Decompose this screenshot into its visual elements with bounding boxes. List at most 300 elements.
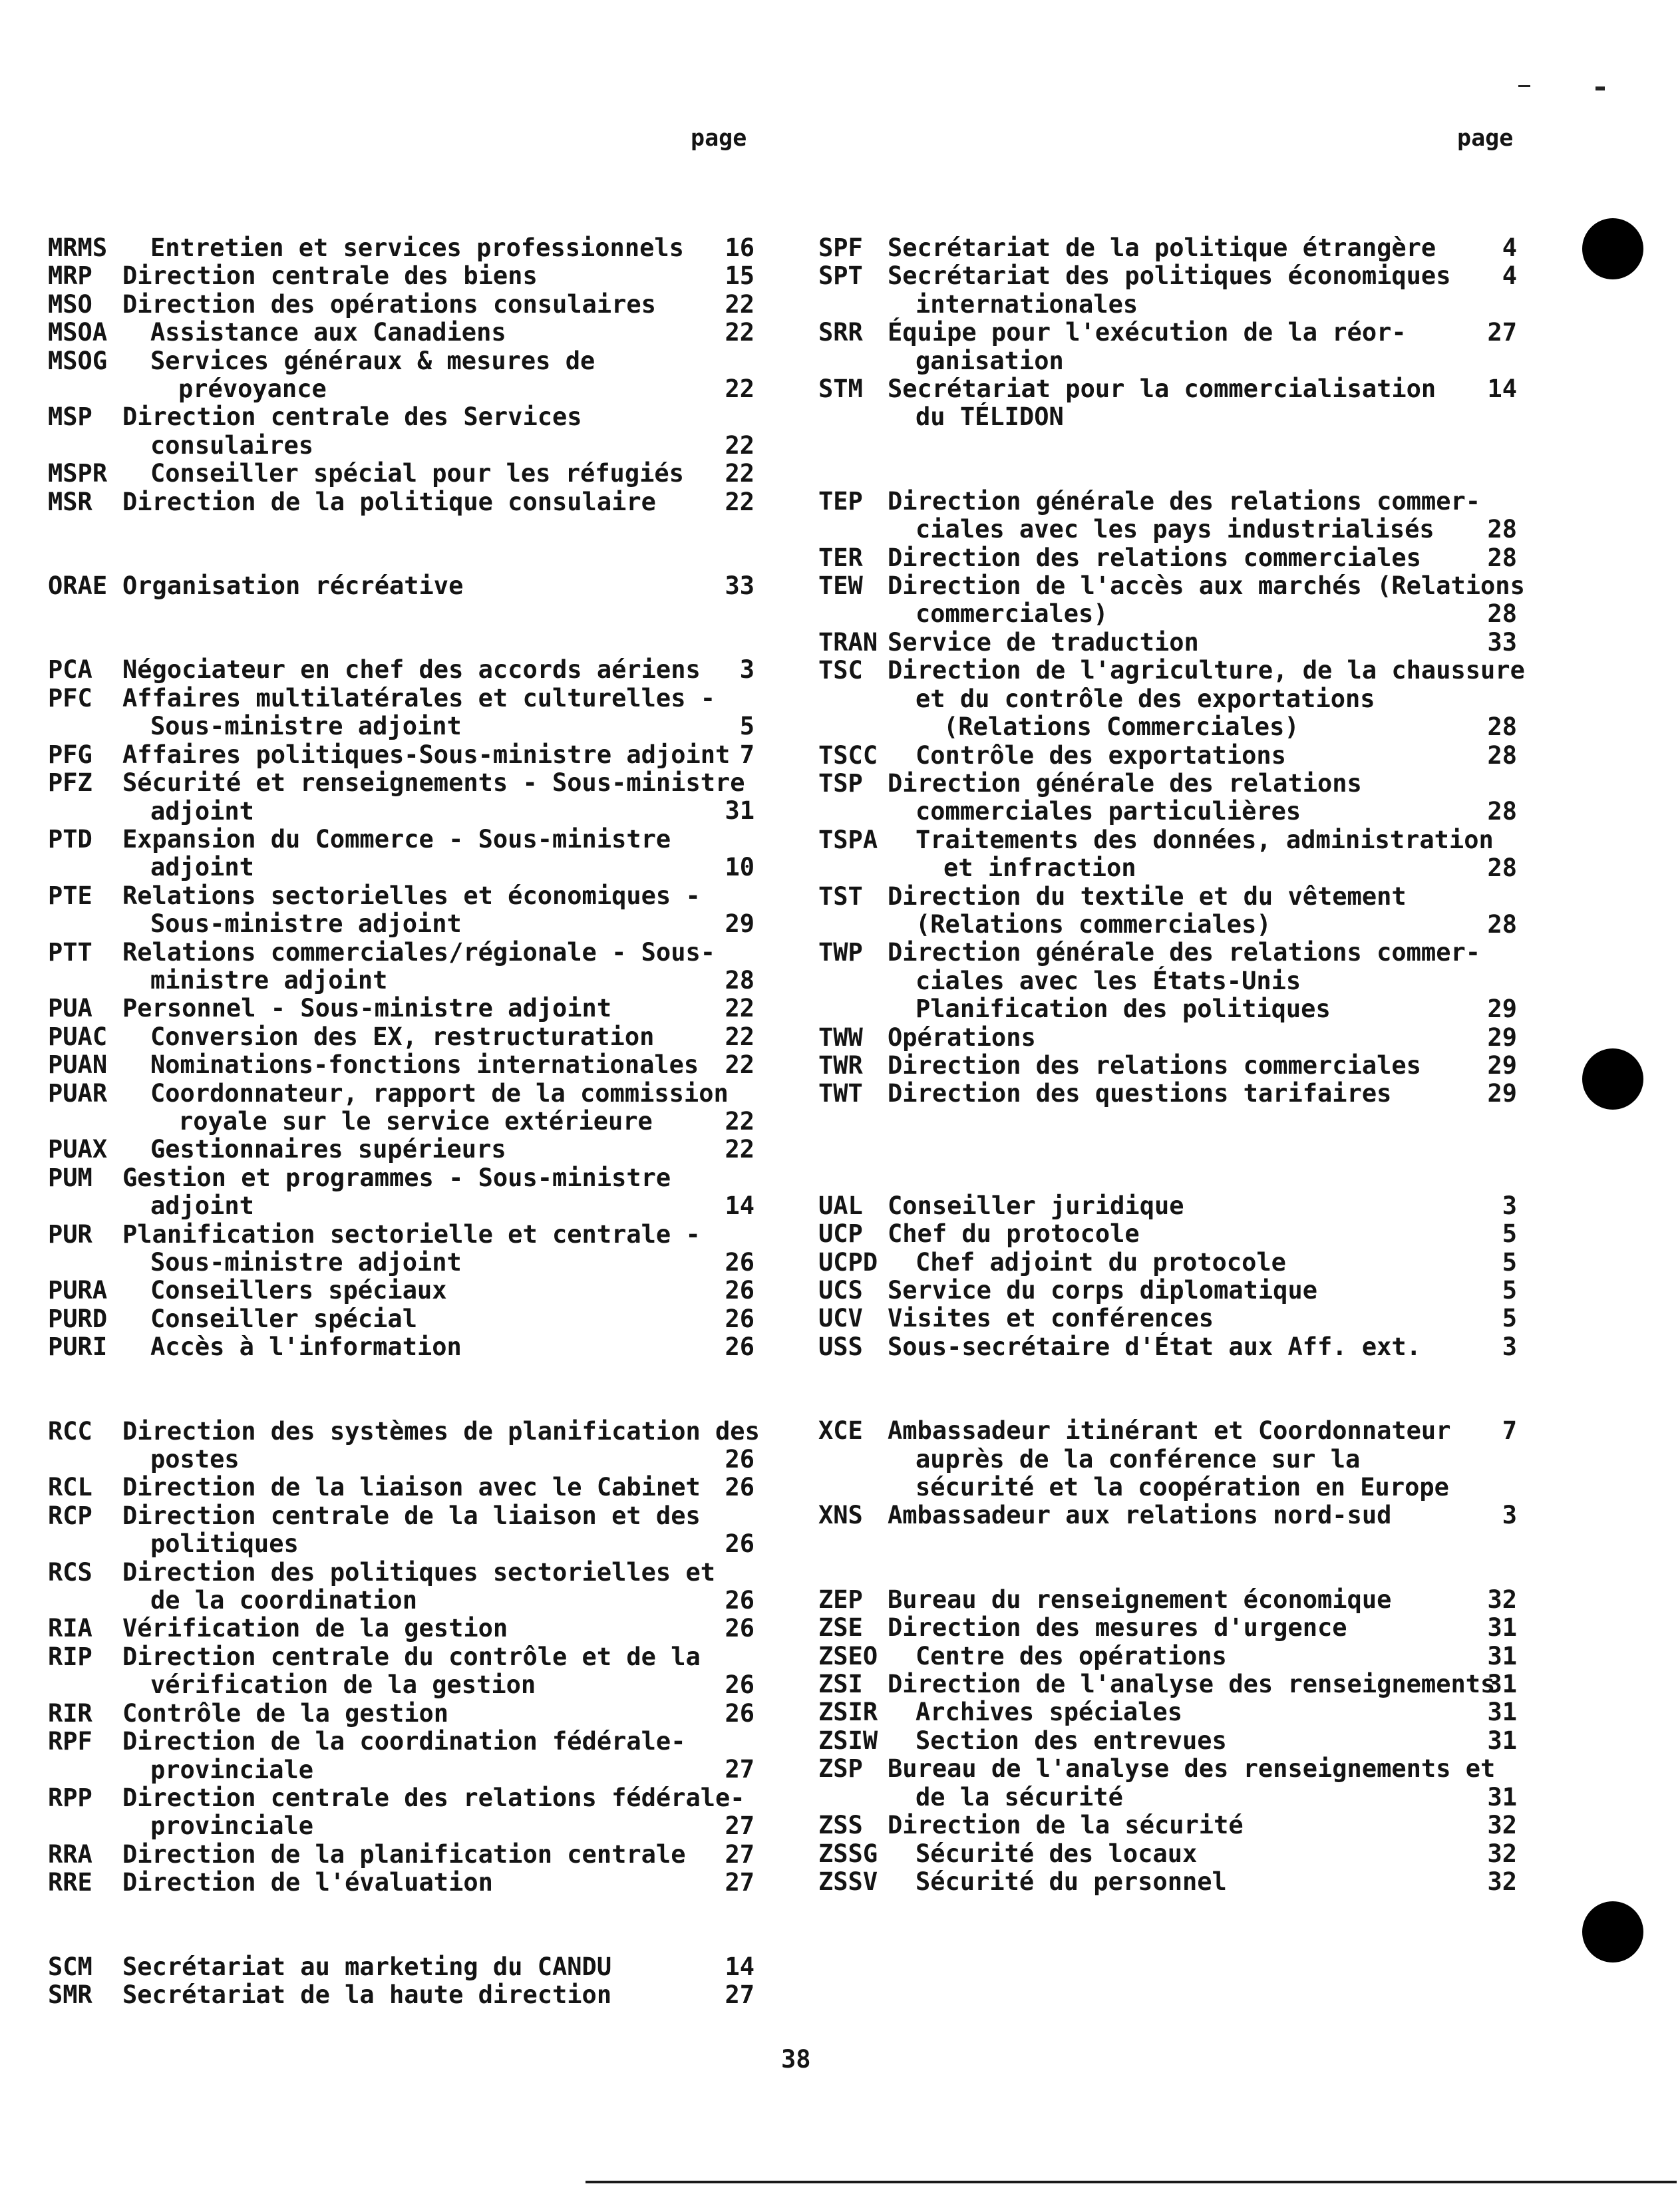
entry-page-number: 22	[725, 1050, 755, 1080]
entry-page-number: 26	[725, 1247, 755, 1277]
entry-code: MSOA	[48, 318, 108, 347]
entry-page-number: 28	[725, 965, 755, 995]
entry-page-number: 28	[1487, 712, 1517, 742]
entry-page-number: 29	[725, 909, 755, 939]
index-entry	[818, 234, 1517, 262]
index-entry	[818, 1080, 1517, 1108]
entry-code: MSPR	[48, 459, 108, 488]
entry-description: Planification sectorielle et centrale -	[122, 1219, 701, 1249]
entry-description: commerciales)	[916, 599, 1108, 629]
entry-description: Direction de l'analyse des renseignements	[888, 1670, 1496, 1699]
entry-page-number: 31	[1487, 1670, 1517, 1699]
entry-page-number: 15	[725, 261, 755, 291]
entry-description: Ambassadeur itinérant et Coordonnateur	[888, 1416, 1451, 1446]
entry-page-number: 22	[725, 318, 755, 347]
index-entry	[818, 1868, 1517, 1896]
entry-description: Direction des politiques sectorielles et	[122, 1557, 716, 1587]
entry-description: de la sécurité	[916, 1782, 1123, 1811]
entry-page-number: 26	[725, 1276, 755, 1305]
entry-page-number: 14	[725, 1952, 755, 1981]
index-entry	[818, 1755, 1517, 1811]
index-entry	[818, 262, 1517, 319]
entry-code: STM	[818, 375, 863, 404]
entry-description: Sécurité et renseignements - Sous-ministre	[122, 768, 745, 798]
entry-description: Gestionnaires supérieurs	[150, 1135, 506, 1164]
entry-description: Direction générale des relations commer-	[888, 938, 1481, 967]
entry-description: Direction des relations commerciales	[888, 1050, 1421, 1080]
entry-description: Relations commerciales/régionale - Sous-	[122, 937, 716, 967]
entry-page-number: 16	[725, 234, 755, 262]
index-entry	[48, 1474, 755, 1501]
entry-code: PUR	[48, 1219, 92, 1249]
index-entry	[818, 1417, 1517, 1501]
index-entry	[818, 1192, 1517, 1220]
entry-description: Sous-secrétaire d'État aux Aff. ext.	[888, 1332, 1421, 1361]
entry-page-number: 27	[725, 1868, 755, 1897]
entry-description: Conversion des EX, restructuration	[150, 1022, 655, 1051]
index-column-left	[48, 234, 760, 2009]
index-entry	[48, 769, 755, 826]
entry-page-number: 7	[739, 740, 755, 769]
entry-code: SRR	[818, 318, 863, 347]
entry-page-number: 29	[1487, 1079, 1517, 1108]
entry-page-number: 31	[1487, 1613, 1517, 1643]
entry-description: Sécurité des locaux	[916, 1839, 1198, 1868]
entry-description: du TÉLIDON	[916, 402, 1064, 432]
index-entry	[818, 1333, 1517, 1361]
index-entry	[48, 1136, 755, 1164]
entry-description: Accès à l'information	[150, 1332, 462, 1362]
entry-description: ciales avec les États-Unis	[916, 966, 1301, 995]
entry-page-number: 29	[1487, 1022, 1517, 1052]
entry-code: UCPD	[818, 1247, 878, 1277]
entry-description: Direction des opérations consulaires	[122, 289, 656, 319]
entry-code: TWP	[818, 938, 863, 967]
scan-speck	[1518, 85, 1530, 87]
entry-code: ZSSG	[818, 1839, 878, 1868]
index-entry	[48, 1643, 755, 1700]
entry-page-number: 28	[1487, 543, 1517, 572]
index-entry	[818, 1024, 1517, 1052]
entry-page-number: 5	[1502, 1276, 1517, 1305]
entry-page-number: 26	[725, 1332, 755, 1362]
entry-description: Direction générale des relations commer-	[888, 486, 1481, 516]
entry-description: Secrétariat au marketing du CANDU	[122, 1952, 612, 1981]
index-entry	[818, 319, 1517, 375]
entry-description: adjoint	[150, 1191, 254, 1221]
index-entry	[818, 1277, 1517, 1305]
index-entry	[48, 882, 755, 939]
entry-description: Secrétariat pour la commercialisation	[888, 375, 1436, 404]
index-entry	[818, 1840, 1517, 1868]
entry-page-number: 28	[1487, 909, 1517, 939]
entry-page-number: 22	[725, 487, 755, 516]
entry-description: Ambassadeur aux relations nord-sud	[888, 1501, 1392, 1530]
entry-description: ministre adjoint	[150, 965, 388, 995]
entry-code: ZSE	[818, 1613, 863, 1643]
entry-description: commerciales particulières	[916, 797, 1301, 826]
entry-code: PFG	[48, 740, 92, 769]
index-entry	[48, 1502, 755, 1559]
entry-code: PTT	[48, 937, 92, 967]
entry-code: PUA	[48, 994, 92, 1023]
index-entry	[48, 234, 755, 262]
entry-code: ZEP	[818, 1585, 863, 1614]
entry-description: Direction centrale des biens	[122, 261, 538, 291]
entry-description: Gestion et programmes - Sous-ministre	[122, 1163, 671, 1192]
entry-description: Direction du textile et du vêtement	[888, 881, 1407, 911]
entry-code: PURD	[48, 1304, 108, 1333]
entry-code: RCL	[48, 1473, 92, 1502]
entry-code: PTD	[48, 824, 92, 854]
entry-description: Direction de l'évaluation	[122, 1868, 493, 1897]
entry-page-number: 5	[739, 712, 755, 741]
entry-description: Assistance aux Canadiens	[150, 318, 506, 347]
entry-description: Direction de la liaison avec le Cabinet	[122, 1473, 701, 1502]
entry-description: Direction centrale de la liaison et des	[122, 1501, 701, 1530]
entry-description: Affaires politiques-Sous-ministre adjoint	[122, 740, 731, 769]
entry-description: Traitements des données, administration	[916, 825, 1494, 854]
binder-hole-top	[1582, 218, 1643, 279]
index-entry	[818, 656, 1525, 742]
entry-code: PFZ	[48, 768, 92, 798]
entry-page-number: 22	[725, 289, 755, 319]
entry-description: Secrétariat de la politique étrangère	[888, 234, 1436, 262]
entry-page-number: 22	[725, 459, 755, 488]
entry-page-number: 22	[725, 1022, 755, 1051]
entry-page-number: 29	[1487, 995, 1517, 1024]
index-entry	[818, 1220, 1517, 1248]
entry-code: MSOG	[48, 346, 108, 375]
entry-description: Sous-ministre adjoint	[150, 712, 462, 741]
entry-page-number: 31	[1487, 1726, 1517, 1755]
entry-description: Conseillers spéciaux	[150, 1276, 447, 1305]
index-entry	[48, 939, 755, 995]
entry-code: TSC	[818, 656, 863, 685]
index-entry	[818, 488, 1517, 544]
entry-description: consulaires	[150, 430, 314, 460]
page-column-header-right: page	[1457, 125, 1514, 152]
entry-code: TEP	[818, 486, 863, 516]
entry-page-number: 26	[725, 1586, 755, 1615]
index-entry	[48, 291, 755, 319]
entry-code: RPF	[48, 1727, 92, 1756]
entry-code: SMR	[48, 1980, 92, 2009]
entry-code: PCA	[48, 655, 92, 685]
entry-page-number: 3	[1502, 1501, 1517, 1530]
index-entry	[818, 770, 1517, 826]
entry-description: et du contrôle des exportations	[916, 684, 1375, 713]
entry-code: TER	[818, 543, 863, 572]
entry-description: Affaires multilatérales et culturelles -	[122, 683, 716, 712]
entry-page-number: 22	[725, 1135, 755, 1164]
entry-code: TWR	[818, 1050, 863, 1080]
entry-code: MSO	[48, 289, 92, 319]
entry-code: PUAN	[48, 1050, 108, 1080]
index-entry	[48, 1221, 755, 1277]
index-entry	[48, 319, 755, 347]
entry-description: ganisation	[916, 346, 1064, 375]
entry-description: Planification des politiques	[916, 995, 1331, 1024]
index-entry	[48, 1277, 755, 1305]
entry-description: Négociateur en chef des accords aériens	[122, 655, 701, 685]
entry-page-number: 22	[725, 430, 755, 460]
entry-description: Sous-ministre adjoint	[150, 909, 462, 939]
entry-description: Personnel - Sous-ministre adjoint	[122, 994, 612, 1023]
entry-page-number: 32	[1487, 1867, 1517, 1896]
index-entry	[48, 1164, 755, 1221]
entry-description: Direction centrale du contrôle et de la	[122, 1642, 701, 1671]
index-entry	[48, 1615, 755, 1643]
entry-page-number: 3	[739, 655, 755, 685]
entry-page-number: 28	[1487, 797, 1517, 826]
entry-code: UAL	[818, 1191, 863, 1220]
entry-description: provinciale	[150, 1755, 314, 1784]
entry-code: RIP	[48, 1642, 92, 1671]
entry-page-number: 27	[725, 1755, 755, 1784]
entry-description: Contrôle des exportations	[916, 740, 1286, 770]
index-entry	[48, 1416, 760, 1474]
entry-description: provinciale	[150, 1811, 314, 1841]
entry-code: SPT	[818, 261, 863, 291]
entry-description: Direction de la politique consulaire	[122, 487, 656, 516]
entry-page-number: 31	[1487, 1641, 1517, 1670]
entry-page-number: 26	[725, 1698, 755, 1728]
entry-code: TWW	[818, 1022, 863, 1052]
entry-description: Direction des mesures d'urgence	[888, 1613, 1347, 1643]
entry-description: Conseiller spécial	[150, 1304, 417, 1333]
entry-description: Conseiller spécial pour les réfugiés	[150, 459, 684, 488]
entry-description: Bureau de l'analyse des renseignements et	[888, 1754, 1496, 1784]
index-entry	[48, 1981, 755, 2009]
entry-description: Coordonnateur, rapport de la commission	[150, 1078, 729, 1108]
index-entry	[48, 488, 755, 516]
index-entry	[818, 1727, 1517, 1755]
entry-code: RIA	[48, 1614, 92, 1643]
entry-description: Section des entrevues	[916, 1726, 1227, 1755]
entry-description: Direction de l'accès aux marchés (Relations	[888, 571, 1525, 601]
entry-page-number: 28	[1487, 854, 1517, 883]
entry-page-number: 4	[1502, 234, 1517, 262]
entry-description: adjoint	[150, 796, 254, 826]
entry-code: UCV	[818, 1304, 863, 1333]
entry-page-number: 31	[1487, 1782, 1517, 1811]
entry-description: Entretien et services professionnels	[150, 234, 684, 262]
entry-code: RRE	[48, 1868, 92, 1897]
entry-page-number: 27	[725, 1811, 755, 1841]
entry-page-number: 5	[1502, 1247, 1517, 1277]
entry-description: Service du corps diplomatique	[888, 1276, 1318, 1305]
entry-code: MSR	[48, 487, 92, 516]
index-entry	[818, 939, 1517, 1023]
entry-page-number: 14	[725, 1191, 755, 1221]
index-entry	[48, 572, 755, 600]
entry-page-number: 22	[725, 1106, 755, 1136]
entry-description: politiques	[150, 1529, 299, 1559]
index-entry	[48, 1784, 755, 1841]
entry-page-number: 33	[1487, 627, 1517, 657]
entry-code: XNS	[818, 1501, 863, 1530]
entry-description: Nominations-fonctions internationales	[150, 1050, 699, 1080]
index-entry	[818, 1811, 1517, 1839]
index-entry	[818, 1670, 1517, 1698]
entry-description: Opérations	[888, 1022, 1036, 1052]
entry-page-number: 27	[725, 1839, 755, 1869]
entry-code: RIR	[48, 1698, 92, 1728]
index-entry	[818, 883, 1517, 939]
index-entry	[818, 375, 1517, 432]
entry-page-number: 27	[725, 1980, 755, 2009]
entry-page-number: 7	[1502, 1416, 1517, 1446]
index-entry	[48, 826, 755, 882]
entry-code: TRAN	[818, 627, 878, 657]
index-entry	[48, 347, 755, 404]
entry-code: SPF	[818, 234, 863, 262]
entry-page-number: 5	[1502, 1219, 1517, 1249]
entry-page-number: 26	[725, 1614, 755, 1643]
entry-description: Direction des systèmes de planification des	[122, 1416, 760, 1446]
page-column-header-left: page	[691, 125, 747, 152]
page-number: 38	[781, 2045, 811, 2074]
index-entry	[818, 1643, 1517, 1670]
entry-page-number: 26	[725, 1304, 755, 1333]
entry-description: vérification de la gestion	[150, 1670, 536, 1700]
index-entry	[818, 1586, 1517, 1614]
bottom-edge-line	[586, 2181, 1677, 2183]
entry-description: Équipe pour l'exécution de la réor-	[888, 318, 1407, 347]
entry-description: Direction de la sécurité	[888, 1811, 1244, 1840]
entry-code: RCC	[48, 1416, 92, 1446]
entry-description: Conseiller juridique	[888, 1191, 1184, 1220]
entry-description: Visites et conférences	[888, 1304, 1214, 1333]
index-entry	[818, 1305, 1517, 1332]
entry-code: ZSSV	[818, 1867, 878, 1896]
entry-description: Archives spéciales	[916, 1698, 1182, 1727]
entry-code: PURA	[48, 1276, 108, 1305]
entry-description: Direction centrale des relations fédérale-	[122, 1783, 745, 1812]
binder-hole-middle	[1582, 1048, 1643, 1110]
index-entry	[818, 1052, 1517, 1080]
entry-description: royale sur le service extérieure	[178, 1106, 653, 1136]
entry-description: adjoint	[150, 853, 254, 882]
entry-page-number: 33	[725, 571, 755, 601]
entry-code: PTE	[48, 881, 92, 910]
entry-code: USS	[818, 1332, 863, 1361]
entry-description: Chef du protocole	[888, 1219, 1140, 1249]
entry-description: Relations sectorielles et économiques -	[122, 881, 701, 910]
index-entry	[48, 1051, 755, 1079]
entry-description: Direction de la planification centrale	[122, 1839, 686, 1869]
index-entry	[48, 1023, 755, 1051]
entry-page-number: 26	[725, 1529, 755, 1559]
index-entry	[48, 1869, 755, 1897]
entry-code: ZSIW	[818, 1726, 878, 1755]
entry-description: Service de traduction	[888, 627, 1199, 657]
entry-code: ZSS	[818, 1811, 863, 1840]
entry-page-number: 28	[1487, 740, 1517, 770]
entry-description: Sécurité du personnel	[916, 1867, 1227, 1896]
entry-description: prévoyance	[178, 375, 327, 404]
entry-description: Direction de la coordination fédérale-	[122, 1727, 686, 1756]
entry-page-number: 14	[1487, 375, 1517, 404]
index-entry	[48, 685, 755, 741]
entry-description: auprès de la conférence sur la	[916, 1444, 1361, 1474]
index-entry	[818, 544, 1517, 572]
entry-page-number: 32	[1487, 1839, 1517, 1868]
entry-description: internationales	[916, 289, 1138, 319]
index-entry	[48, 1728, 755, 1784]
entry-code: ZSEO	[818, 1641, 878, 1670]
entry-code: MRMS	[48, 234, 108, 262]
entry-code: PUAR	[48, 1078, 108, 1108]
entry-code: TSPA	[818, 825, 878, 854]
entry-description: Secrétariat de la haute direction	[122, 1980, 612, 2009]
binder-hole-bottom	[1582, 1901, 1643, 1962]
entry-description: ciales avec les pays industrialisés	[916, 515, 1434, 544]
entry-code: UCP	[818, 1219, 863, 1249]
entry-code: ZSIR	[818, 1698, 878, 1727]
entry-page-number: 5	[1502, 1304, 1517, 1333]
index-entry	[48, 741, 755, 769]
scan-speck	[1596, 86, 1605, 90]
entry-description: de la coordination	[150, 1586, 417, 1615]
entry-page-number: 26	[725, 1445, 755, 1474]
entry-code: TSCC	[818, 740, 878, 770]
entry-code: ORAE	[48, 571, 108, 601]
index-entry	[48, 1305, 755, 1333]
entry-description: Services généraux & mesures de	[150, 346, 595, 375]
entry-code: XCE	[818, 1416, 863, 1446]
entry-description: Direction centrale des Services	[122, 402, 582, 432]
entry-description: (Relations Commerciales)	[943, 712, 1299, 742]
entry-description: Bureau du renseignement économique	[888, 1585, 1392, 1614]
entry-page-number: 4	[1502, 261, 1517, 291]
entry-description: Direction des relations commerciales	[888, 543, 1421, 572]
entry-page-number: 3	[1502, 1332, 1517, 1361]
index-entry	[48, 1080, 755, 1136]
entry-description: Expansion du Commerce - Sous-ministre	[122, 824, 671, 854]
entry-description: Centre des opérations	[916, 1641, 1227, 1670]
entry-code: RCS	[48, 1557, 92, 1587]
entry-code: ZSP	[818, 1754, 863, 1784]
entry-code: TSP	[818, 768, 863, 798]
entry-page-number: 28	[1487, 515, 1517, 544]
entry-code: PUAX	[48, 1135, 108, 1164]
entry-code: SCM	[48, 1952, 92, 1981]
entry-description: Organisation récréative	[122, 571, 464, 601]
entry-page-number: 29	[1487, 1050, 1517, 1080]
entry-code: RPP	[48, 1783, 92, 1812]
index-entry	[48, 1841, 755, 1869]
index-entry	[818, 1698, 1517, 1726]
index-entry	[818, 742, 1517, 770]
entry-description: Vérification de la gestion	[122, 1614, 508, 1643]
entry-code: RRA	[48, 1839, 92, 1869]
entry-page-number: 22	[725, 994, 755, 1023]
entry-description: Direction générale des relations	[888, 768, 1362, 798]
entry-description: Direction de l'agriculture, de la chaussure	[888, 656, 1525, 685]
entry-description: sécurité et la coopération en Europe	[916, 1473, 1449, 1502]
entry-description: (Relations commerciales)	[916, 909, 1271, 939]
entry-code: RCP	[48, 1501, 92, 1530]
entry-code: TST	[818, 881, 863, 911]
entry-description: Direction des questions tarifaires	[888, 1079, 1392, 1108]
index-entry	[48, 460, 755, 488]
entry-page-number: 28	[1487, 599, 1517, 629]
entry-code: UCS	[818, 1276, 863, 1305]
index-entry	[48, 656, 755, 684]
index-entry	[818, 629, 1517, 657]
